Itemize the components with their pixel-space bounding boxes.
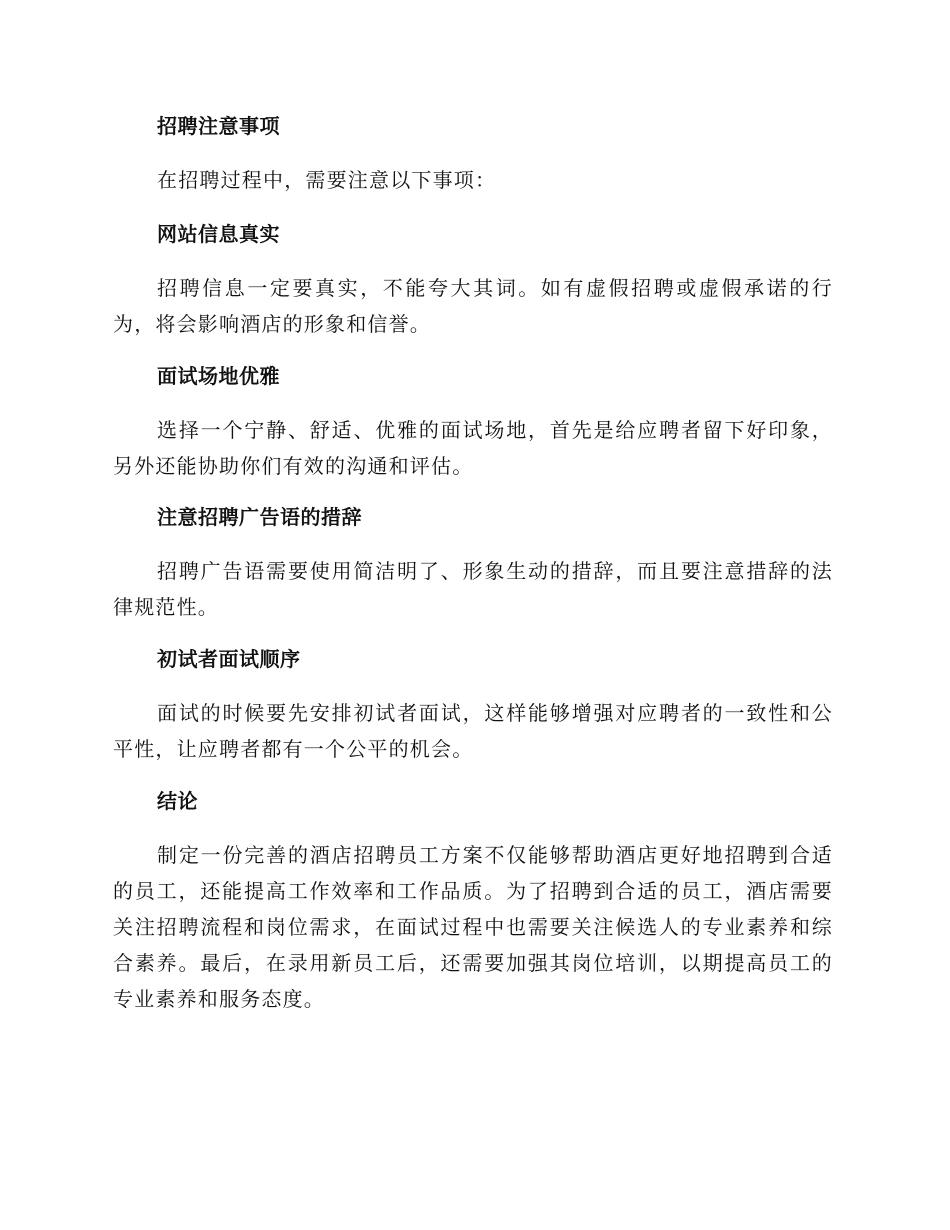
section-heading-conclusion: 结论: [157, 789, 198, 813]
section-heading-interview-venue: 面试场地优雅: [157, 364, 280, 388]
section-body-recruitment-notes: 在招聘过程中，需要注意以下事项：: [157, 168, 497, 192]
section-body-conclusion: 制定一份完善的酒店招聘员工方案不仅能够帮助酒店更好地招聘到合适的员工，还能提高工作效率和工作品质。为了招聘到合适的员工，酒店需要关注招聘流程和岗位需求，在面试过程中也需要关注候选人的专业素养和综合素养。最后，在录用新员工后，还需要加强其岗位培训，以期提高员工的专业素养和服务态度。: [113, 843, 833, 1011]
section-body-ad-wording: 招聘广告语需要使用简洁明了、形象生动的措辞，而且要注意措辞的法律规范性。: [113, 559, 833, 619]
section-body-interview-order: 面试的时候要先安排初试者面试，这样能够增强对应聘者的一致性和公平性，让应聘者都有一个公平的机会。: [113, 701, 833, 761]
document-page: [113, 108, 833, 1017]
section-heading-ad-wording: 注意招聘广告语的措辞: [157, 505, 362, 529]
section-body-interview-venue: 选择一个宁静、舒适、优雅的面试场地，首先是给应聘者留下好印象，另外还能协助你们有效的沟通和评估。: [113, 418, 833, 478]
section-heading-truthful-info: 网站信息真实: [157, 222, 280, 246]
section-body-truthful-info: 招聘信息一定要真实，不能夸大其词。如有虚假招聘或虚假承诺的行为，将会影响酒店的形象和信誉。: [113, 276, 833, 336]
section-heading-recruitment-notes: 招聘注意事项: [157, 114, 280, 138]
section-heading-interview-order: 初试者面试顺序: [157, 647, 301, 671]
